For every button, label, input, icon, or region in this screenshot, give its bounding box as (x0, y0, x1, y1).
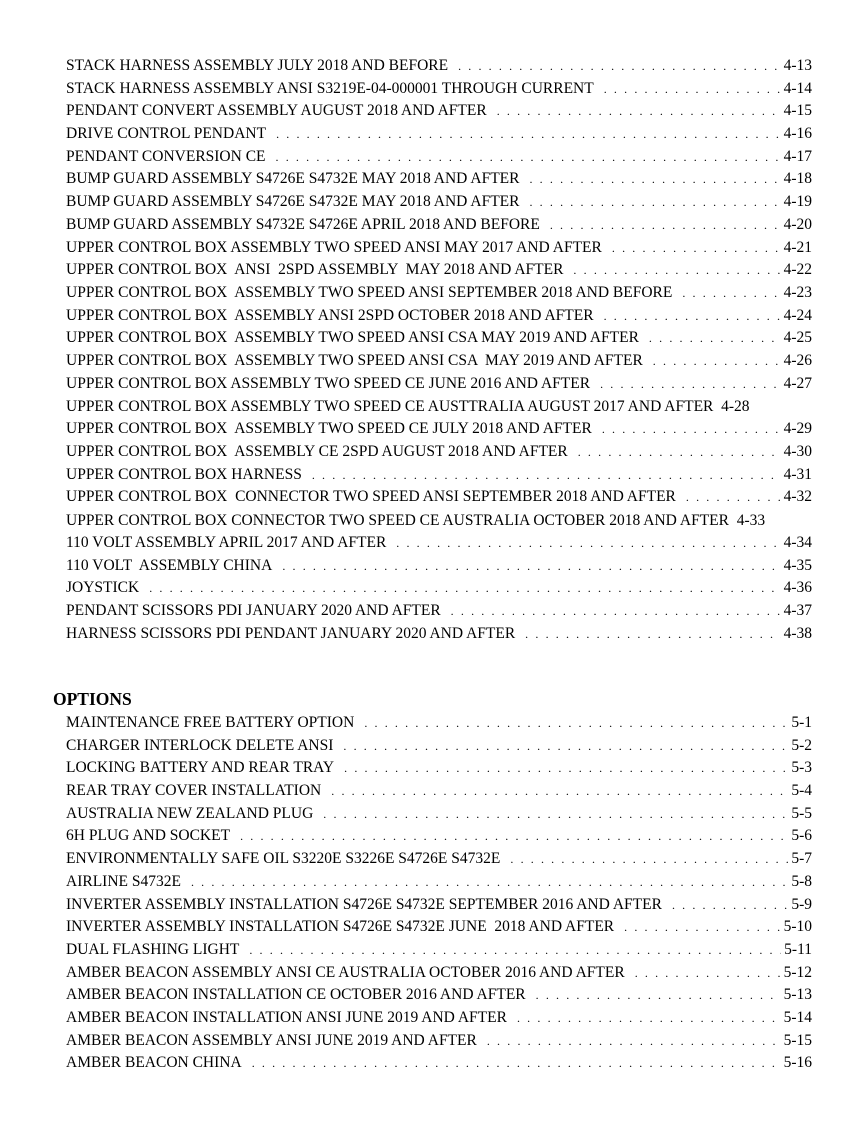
toc-entry-page: 5-10 (783, 918, 812, 936)
dot-leader (529, 168, 780, 191)
toc-entry-page: 4-26 (783, 351, 812, 369)
dot-leader (282, 555, 780, 578)
toc-entry-title: AIRLINE S4732E (66, 872, 181, 890)
toc-entry[interactable] (53, 1052, 812, 1075)
dot-leader (686, 486, 781, 509)
toc-entry[interactable] (53, 962, 812, 985)
dot-leader (536, 984, 781, 1007)
dot-leader (249, 939, 781, 962)
toc-entry[interactable] (53, 984, 812, 1007)
toc-entry-title: 110 VOLT ASSEMBLY APRIL 2017 AND AFTER (66, 534, 387, 552)
dot-leader (612, 237, 781, 260)
toc-entry-page: 5-2 (791, 736, 812, 754)
dot-leader (525, 623, 780, 646)
dot-leader (682, 282, 780, 305)
toc-entry-page: 5-7 (791, 850, 812, 868)
toc-entry-title: BUMP GUARD ASSEMBLY S4726E S4732E MAY 2018 AND AFTER (66, 170, 520, 188)
toc-entry-title: INVERTER ASSEMBLY INSTALLATION S4726E S4732E SEPTEMBER 2016 AND AFTER (66, 895, 662, 913)
toc-entry-page: 4-33 (736, 512, 766, 530)
toc-entry[interactable] (53, 327, 812, 350)
toc-entry[interactable] (53, 55, 812, 78)
toc-entry[interactable] (53, 555, 812, 578)
toc-entry[interactable] (53, 1030, 812, 1053)
toc-entry-page: 4-28 (721, 398, 750, 416)
toc-entry-wrapped[interactable] (53, 395, 812, 418)
dot-leader (396, 532, 780, 555)
section-heading-options: OPTIONS (53, 689, 132, 709)
toc-entry-title: UPPER CONTROL BOX ASSEMBLY TWO SPEED ANSI SEPTEMBER 2018 AND BEFORE (66, 283, 673, 301)
toc-entry-page: 5-9 (791, 895, 812, 913)
dot-leader (573, 259, 780, 282)
toc-entry-page: 5-3 (791, 759, 812, 777)
toc-entry-page: 4-13 (783, 57, 812, 74)
toc-entry-title: AMBER BEACON ASSEMBLY ANSI JUNE 2019 AND AFTER (66, 1031, 477, 1049)
dot-leader (510, 848, 788, 871)
toc-entry-title: 110 VOLT ASSEMBLY CHINA (66, 556, 273, 574)
dot-leader (604, 305, 781, 328)
dot-leader (331, 780, 788, 803)
dot-leader (344, 757, 788, 780)
toc-entry-page: 4-21 (783, 238, 812, 256)
toc-entry-title: BUMP GUARD ASSEMBLY S4732E S4726E APRIL 2018 AND BEFORE (66, 215, 540, 233)
toc-entry-title: 6H PLUG AND SOCKET (66, 827, 231, 845)
toc-entry-title: PENDANT CONVERSION CE (66, 147, 266, 165)
dot-leader (252, 1052, 781, 1075)
dot-leader (497, 100, 781, 123)
toc-entry-title: MAINTENANCE FREE BATTERY OPTION (66, 714, 355, 731)
toc-entry[interactable] (53, 259, 812, 282)
toc-entry[interactable] (53, 441, 812, 464)
toc-entry-page: 4-30 (783, 443, 812, 460)
toc-entry-title: UPPER CONTROL BOX ASSEMBLY TWO SPEED ANSI MAY 2017 AND AFTER (66, 238, 602, 256)
toc-entry-title: ENVIRONMENTALLY SAFE OIL S3220E S3226E S4726E S4732E (66, 850, 501, 868)
dot-leader (149, 577, 780, 600)
toc-entry-title: AMBER BEACON ASSEMBLY ANSI CE AUSTRALIA OCTOBER 2016 AND AFTER (66, 963, 625, 981)
toc-entry-title: UPPER CONTROL BOX CONNECTOR TWO SPEED CE AUSTRALIA OCTOBER 2018 AND AFTER (66, 512, 729, 530)
dot-leader (624, 916, 780, 939)
toc-entry-page: 4-14 (783, 79, 812, 97)
dot-leader (604, 78, 781, 101)
toc-entry-page: 4-32 (783, 488, 812, 506)
toc-entry-title: UPPER CONTROL BOX ASSEMBLY CE 2SPD AUGUST 2018 AND AFTER (66, 443, 568, 460)
dot-leader (672, 894, 788, 917)
toc-entry[interactable] (53, 123, 812, 146)
toc-entry[interactable] (53, 848, 812, 871)
toc-entry-page: 4-37 (783, 602, 812, 620)
toc-entry-page: 5-4 (791, 782, 812, 800)
toc-list-options (53, 712, 812, 1075)
toc-entry-page: 4-24 (783, 306, 812, 324)
toc-entry-title: UPPER CONTROL BOX CONNECTOR TWO SPEED ANSI SEPTEMBER 2018 AND AFTER (66, 488, 676, 506)
toc-entry-page: 5-13 (783, 986, 812, 1004)
dot-leader (312, 464, 781, 487)
toc-entry-title: UPPER CONTROL BOX ASSEMBLY TWO SPEED CE JULY 2018 AND AFTER (66, 420, 592, 438)
dot-leader (323, 803, 788, 826)
toc-entry[interactable] (53, 939, 812, 962)
toc-entry[interactable] (53, 532, 812, 555)
toc-entry-page: 5-5 (791, 804, 812, 822)
toc-entry[interactable] (53, 1007, 812, 1030)
toc-entry[interactable] (53, 168, 812, 191)
toc-entry[interactable] (53, 464, 812, 487)
toc-entry[interactable] (53, 78, 812, 101)
toc-entry-title: UPPER CONTROL BOX ASSEMBLY TWO SPEED ANSI CSA MAY 2019 AND AFTER (66, 351, 643, 369)
dot-leader (458, 55, 781, 78)
toc-entry-title: DUAL FLASHING LIGHT (66, 940, 240, 958)
toc-entry-page: 4-27 (783, 374, 812, 392)
toc-entry-title: STACK HARNESS ASSEMBLY ANSI S3219E-04-000001 THROUGH CURRENT (66, 79, 594, 97)
toc-entry[interactable] (53, 305, 812, 328)
toc-entry[interactable] (53, 237, 812, 260)
toc-entry[interactable] (53, 623, 812, 646)
dot-leader (276, 146, 781, 169)
toc-entry[interactable] (53, 757, 812, 780)
toc-entry[interactable] (53, 712, 812, 735)
toc-entry-title: UPPER CONTROL BOX ANSI 2SPD ASSEMBLY MAY 2018 AND AFTER (66, 261, 564, 279)
toc-entry[interactable] (53, 803, 812, 826)
toc-entry-title: AMBER BEACON INSTALLATION ANSI JUNE 2019 AND AFTER (66, 1008, 507, 1026)
dot-leader (635, 962, 781, 985)
dot-leader (550, 214, 781, 237)
toc-list-section-4 (53, 55, 812, 646)
dot-leader (529, 191, 780, 214)
toc-entry-wrapped[interactable] (53, 509, 812, 532)
toc-entry-page: 4-38 (783, 624, 812, 642)
toc-entry-title: CHARGER INTERLOCK DELETE ANSI (66, 736, 334, 754)
toc-entry-title: UPPER CONTROL BOX ASSEMBLY TWO SPEED CE JUNE 2016 AND AFTER (66, 374, 591, 392)
toc-entry-title: BUMP GUARD ASSEMBLY S4726E S4732E MAY 2018 AND AFTER (66, 193, 520, 211)
dot-leader (191, 871, 788, 894)
toc-entry-page: 5-8 (791, 872, 812, 890)
dot-leader (487, 1030, 781, 1053)
toc-entry-page: 5-15 (783, 1031, 812, 1049)
toc-entry-page: 4-18 (783, 170, 812, 188)
dot-leader (451, 600, 781, 623)
toc-entry[interactable] (53, 780, 812, 803)
dot-leader (602, 418, 781, 441)
dot-leader (578, 441, 781, 464)
toc-entry-page: 4-20 (783, 215, 812, 233)
toc-entry[interactable] (53, 871, 812, 894)
toc-entry-title: AUSTRALIA NEW ZEALAND PLUG (66, 804, 314, 822)
toc-entry[interactable] (53, 373, 812, 396)
dot-leader (649, 327, 781, 350)
toc-entry-page: 4-16 (783, 125, 812, 143)
dot-leader (364, 712, 788, 735)
toc-entry-page: 4-25 (783, 329, 812, 347)
dot-leader (240, 825, 788, 848)
toc-entry-page: 4-22 (783, 261, 812, 279)
dot-leader (653, 350, 781, 373)
toc-entry[interactable] (53, 600, 812, 623)
toc-entry[interactable] (53, 282, 812, 305)
toc-entry-page: 4-36 (783, 579, 812, 597)
toc-entry-title: INVERTER ASSEMBLY INSTALLATION S4726E S4732E JUNE 2018 AND AFTER (66, 918, 615, 936)
dot-leader (517, 1007, 781, 1030)
toc-entry[interactable] (53, 916, 812, 939)
toc-entry-page: 5-6 (791, 827, 812, 845)
toc-entry-title: AMBER BEACON INSTALLATION CE OCTOBER 2016 AND AFTER (66, 986, 526, 1004)
dot-leader (276, 123, 781, 146)
toc-entry[interactable] (53, 191, 812, 214)
toc-entry-title: DRIVE CONTROL PENDANT (66, 125, 267, 143)
toc-entry-title: UPPER CONTROL BOX ASSEMBLY TWO SPEED CE AUSTTRALIA AUGUST 2017 AND AFTER (66, 398, 714, 416)
toc-entry[interactable] (53, 350, 812, 373)
dot-leader (343, 735, 788, 758)
toc-entry[interactable] (53, 486, 812, 509)
toc-entry[interactable] (53, 825, 812, 848)
toc-entry-page: 4-29 (783, 420, 812, 438)
toc-entry-page: 4-23 (783, 283, 812, 301)
toc-entry-page: 4-17 (783, 147, 812, 165)
toc-entry[interactable] (53, 100, 812, 123)
toc-entry-page: 4-31 (783, 465, 812, 483)
toc-entry-title: LOCKING BATTERY AND REAR TRAY (66, 759, 335, 777)
toc-entry-page: 4-35 (783, 556, 812, 574)
toc-entry-title: PENDANT SCISSORS PDI JANUARY 2020 AND AFTER (66, 602, 441, 620)
toc-entry-page: 4-19 (783, 193, 812, 211)
toc-entry[interactable] (53, 894, 812, 917)
toc-entry[interactable] (53, 418, 812, 441)
toc-entry-title: UPPER CONTROL BOX ASSEMBLY TWO SPEED ANSI CSA MAY 2019 AND AFTER (66, 329, 639, 347)
toc-entry[interactable] (53, 577, 812, 600)
toc-entry-page: 5-16 (783, 1054, 812, 1072)
toc-entry-page: 5-12 (783, 963, 812, 981)
toc-entry[interactable] (53, 735, 812, 758)
toc-entry-page: 4-15 (783, 102, 812, 120)
toc-entry-page: 5-14 (783, 1008, 812, 1026)
dot-leader (600, 373, 781, 396)
toc-entry-title: PENDANT CONVERT ASSEMBLY AUGUST 2018 AND AFTER (66, 102, 487, 120)
toc-entry[interactable] (53, 146, 812, 169)
toc-entry-title: AMBER BEACON CHINA (66, 1054, 242, 1072)
toc-entry-title: HARNESS SCISSORS PDI PENDANT JANUARY 2020 AND AFTER (66, 624, 516, 642)
toc-entry-title: REAR TRAY COVER INSTALLATION (66, 782, 322, 800)
toc-entry-page: 5-1 (791, 714, 812, 731)
toc-entry-title: STACK HARNESS ASSEMBLY JULY 2018 AND BEFORE (66, 57, 449, 74)
toc-entry-title: JOYSTICK (66, 579, 140, 597)
toc-entry-page: 5-11 (784, 940, 812, 958)
toc-entry[interactable] (53, 214, 812, 237)
toc-entry-title: UPPER CONTROL BOX HARNESS (66, 465, 302, 483)
toc-entry-page: 4-34 (783, 534, 812, 552)
toc-entry-title: UPPER CONTROL BOX ASSEMBLY ANSI 2SPD OCTOBER 2018 AND AFTER (66, 306, 594, 324)
